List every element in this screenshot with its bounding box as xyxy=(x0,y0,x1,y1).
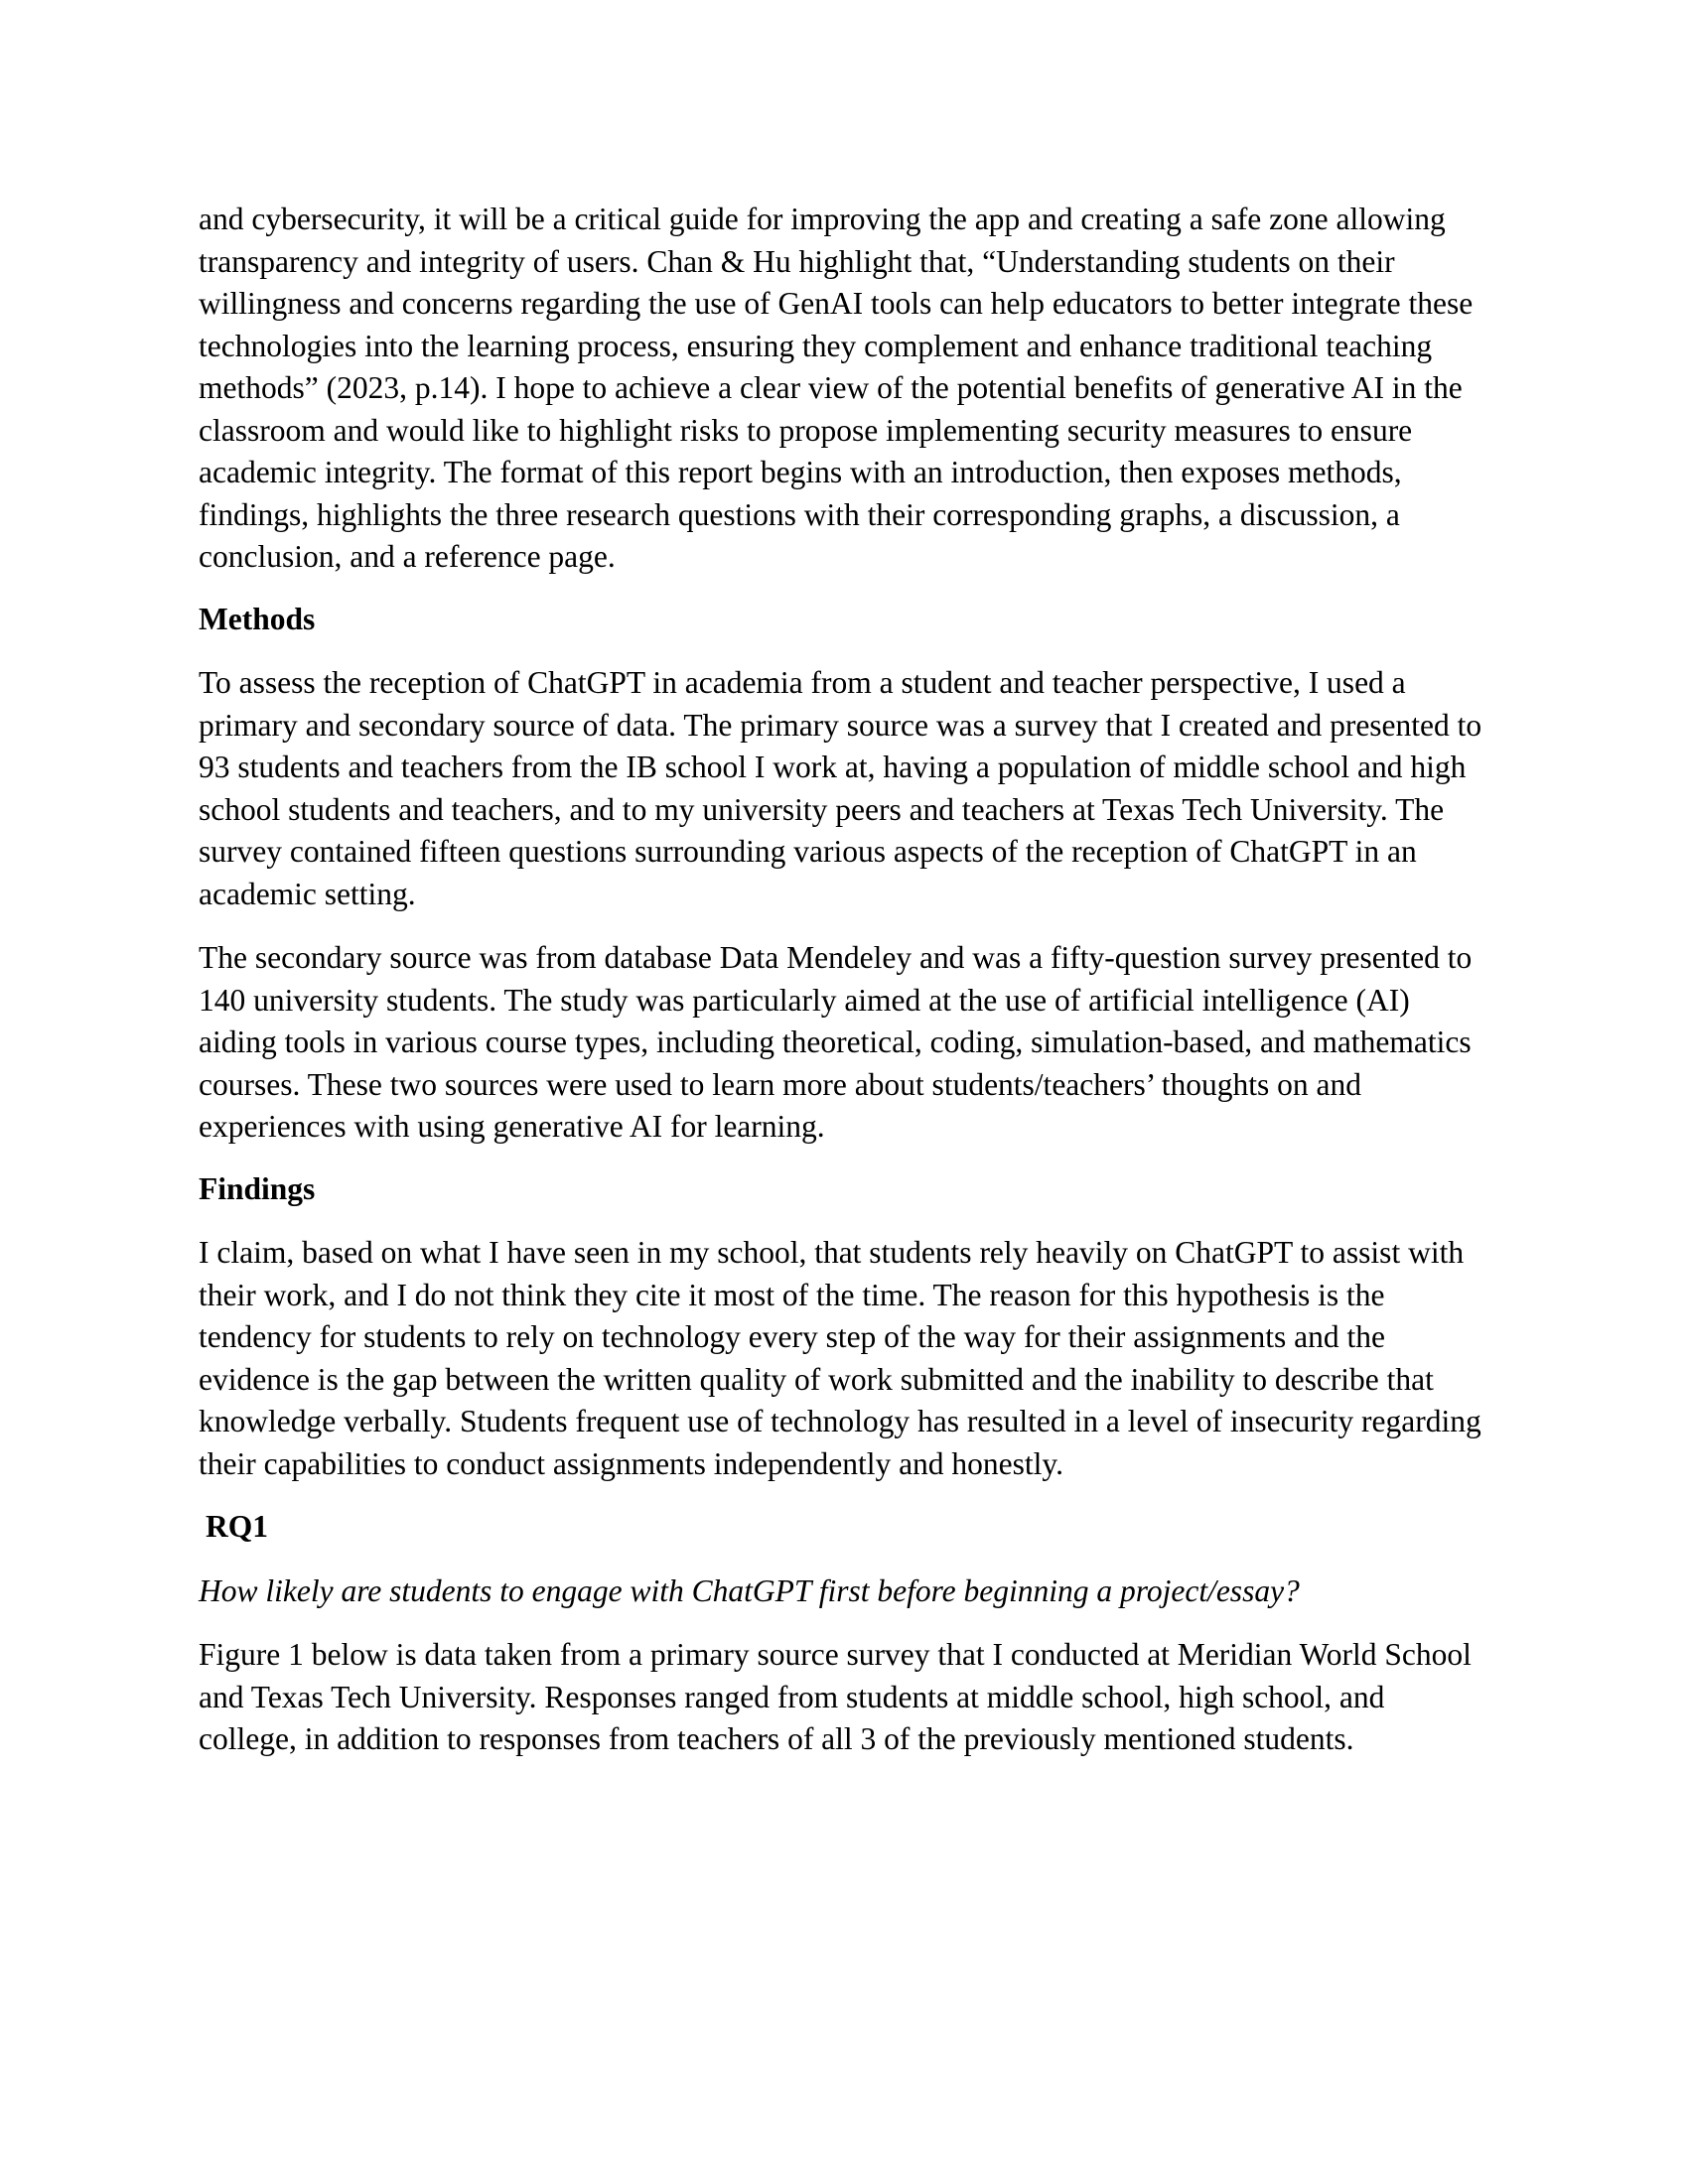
methods-paragraph-1: To assess the reception of ChatGPT in academia from a student and teacher perspective, I used a primary and secondary source of data. The primary source was a survey that I created and presented to 93 students and teachers from the IB school I work at, having a population of middle school and high school students and teachers, and to my university peers and teachers at Texas Tech University. The survey contained fifteen questions surrounding various aspects of the reception of ChatGPT in an academic setting. xyxy=(199,665,1482,911)
rq1-question: How likely are students to engage with ChatGPT first before beginning a project/essay? xyxy=(199,1572,1300,1608)
methods-heading: Methods xyxy=(199,601,316,636)
findings-heading: Findings xyxy=(199,1170,316,1206)
findings-paragraph: I claim, based on what I have seen in my school, that students rely heavily on ChatGPT to assist with their work, and I do not think they cite it most of the time. The reason for this hypothesis is the tendency for students to rely on technology every step of the way for their assignments and the evidence is the gap between the written quality of work submitted and the inability to describe that knowledge verbally. Students frequent use of technology has resulted in a level of insecurity regarding their capabilities to conduct assignments independently and honestly. xyxy=(199,1235,1481,1481)
rq1-heading: RQ1 xyxy=(206,1509,268,1544)
document-page xyxy=(199,199,1489,1761)
methods-paragraph-2: The secondary source was from database Data Mendeley and was a fifty-question survey presented to 140 university students. The study was particularly aimed at the use of artificial intelligence (AI) aiding tools in various course types, including theoretical, coding, simulation-based, and mathematics courses. These two sources were used to learn more about students/teachers’ thoughts on and experiences with using generative AI for learning. xyxy=(199,940,1473,1144)
rq1-paragraph: Figure 1 below is data taken from a primary source survey that I conducted at Meridian World School and Texas Tech University. Responses ranged from students at middle school, high school, and college, in addition to responses from teachers of all 3 of the previously mentioned students. xyxy=(199,1637,1472,1756)
intro-paragraph: and cybersecurity, it will be a critical guide for improving the app and creating a safe zone allowing transparency and integrity of users. Chan & Hu highlight that, “Understanding students on their willingness and concerns regarding the use of GenAI tools can help educators to better integrate these technologies into the learning process, ensuring they complement and enhance traditional teaching methods” (2023, p.14). I hope to achieve a clear view of the potential benefits of generative AI in the classroom and would like to highlight risks to propose implementing security measures to ensure academic integrity. The format of this report begins with an introduction, then exposes methods, findings, highlights the three research questions with their corresponding graphs, a discussion, a conclusion, and a reference page. xyxy=(199,202,1474,574)
